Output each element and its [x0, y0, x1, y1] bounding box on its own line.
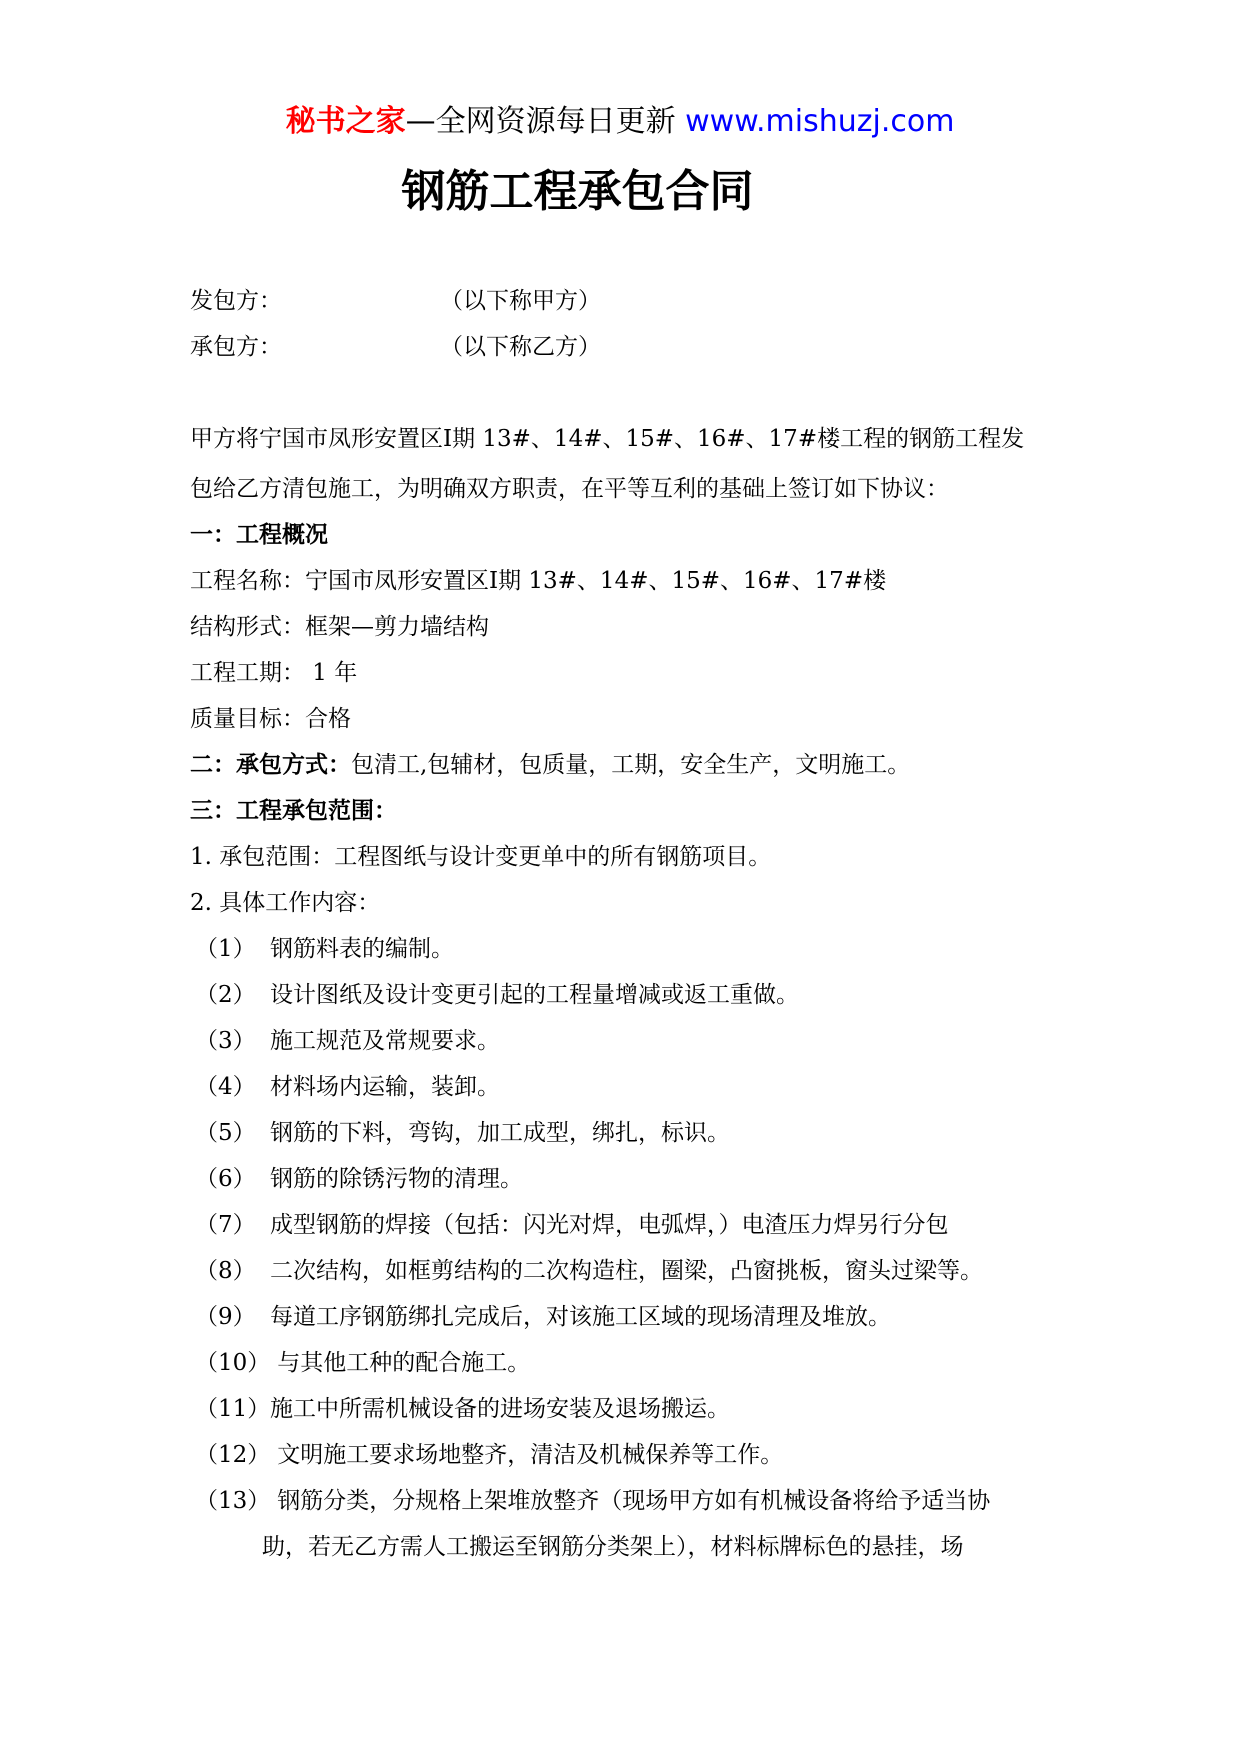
list-item-number: （6） — [195, 1166, 256, 1192]
structure-type: 结构形式：框架—剪力墙结构 — [190, 614, 489, 640]
list-item-number: （5） — [195, 1120, 256, 1146]
list-item-number: （9） — [195, 1304, 256, 1330]
site-header — [0, 102, 1240, 142]
list-item-text: 钢筋的除锈污物的清理。 — [270, 1166, 523, 1192]
list-item-text: 材料场内运输，装卸。 — [270, 1074, 500, 1100]
list-item-text: 钢筋分类，分规格上架堆放整齐（现场甲方如有机械设备将给予适当协 — [270, 1488, 991, 1514]
list-item — [195, 1440, 783, 1470]
section-1-heading: 一：工程概况 — [190, 522, 328, 548]
party-b-note: （以下称乙方） — [440, 334, 601, 360]
section-2-line — [190, 750, 910, 780]
list-item-number: （4） — [195, 1074, 256, 1100]
list-item-number: （8） — [195, 1258, 256, 1284]
section-3-heading: 三：工程承包范围： — [190, 798, 397, 824]
list-item-text: 施工规范及常规要求。 — [270, 1028, 500, 1054]
list-item-number: （11） — [195, 1396, 271, 1422]
list-item-text: 成型钢筋的焊接（包括：闪光对焊，电弧焊，）电渣压力焊另行分包 — [270, 1212, 949, 1238]
list-item-number: （10） — [195, 1350, 271, 1376]
scope-line: 1. 承包范围：工程图纸与设计变更单中的所有钢筋项目。 — [190, 844, 772, 870]
document-title: 钢筋工程承包合同 — [401, 166, 754, 217]
list-item-number: （2） — [195, 982, 256, 1008]
list-item — [195, 1256, 983, 1286]
site-tagline: —全网资源每日更新 — [405, 104, 676, 139]
site-url-link[interactable]: www.mishuzj.com — [685, 104, 955, 139]
list-item — [195, 934, 454, 964]
list-item-text: 钢筋料表的编制。 — [270, 936, 454, 962]
list-item-number: （7） — [195, 1212, 256, 1238]
list-item — [195, 1026, 500, 1056]
intro-line-1: 甲方将宁国市凤形安置区Ⅰ期 13#、14#、15#、16#、17#楼工程的钢筋工程发 — [190, 426, 1025, 452]
party-a-line — [190, 286, 282, 316]
list-item — [195, 1072, 500, 1102]
list-item-text: 二次结构，如框剪结构的二次构造柱，圈梁，凸窗挑板，窗头过梁等。 — [270, 1258, 983, 1284]
list-item — [195, 1348, 530, 1378]
list-item — [195, 1164, 523, 1194]
party-b-label: 承包方： — [190, 334, 282, 360]
list-item — [195, 1302, 891, 1332]
list-item-number: （3） — [195, 1028, 256, 1054]
list-item-text: 施工中所需机械设备的进场安装及退场搬运。 — [270, 1396, 730, 1422]
work-content-title: 2. 具体工作内容： — [190, 890, 381, 916]
list-item-text: 文明施工要求场地整齐，清洁及机械保养等工作。 — [270, 1442, 784, 1468]
list-item-continuation: 助，若无乙方需人工搬运至钢筋分类架上），材料标牌标色的悬挂，场 — [262, 1534, 964, 1560]
list-item-number: （12） — [195, 1442, 271, 1468]
section-2-content: 包清工,包辅材，包质量，工期，安全生产，文明施工。 — [351, 752, 911, 778]
list-item-number: （13） — [195, 1488, 271, 1514]
list-item-text: 每道工序钢筋绑扎完成后，对该施工区域的现场清理及堆放。 — [270, 1304, 891, 1330]
site-brand: 秘书之家 — [285, 104, 406, 139]
list-item — [195, 1210, 949, 1240]
section-2-heading: 二：承包方式： — [190, 752, 351, 778]
list-item — [195, 1486, 990, 1516]
list-item-text: 与其他工种的配合施工。 — [270, 1350, 531, 1376]
party-b-line — [190, 332, 282, 362]
project-duration: 工程工期： 1 年 — [190, 660, 358, 686]
list-item-text: 钢筋的下料，弯钩，加工成型，绑扎，标识。 — [270, 1120, 730, 1146]
project-name: 工程名称：宁国市凤形安置区Ⅰ期 13#、14#、15#、16#、17#楼 — [190, 568, 887, 594]
list-item-number: （1） — [195, 936, 256, 962]
list-item — [195, 1118, 730, 1148]
party-a-note: （以下称甲方） — [440, 288, 601, 314]
intro-line-2: 包给乙方清包施工，为明确双方职责，在平等互利的基础上签订如下协议： — [190, 476, 949, 502]
list-item — [195, 1394, 730, 1424]
list-item — [195, 980, 799, 1010]
list-item-text: 设计图纸及设计变更引起的工程量增减或返工重做。 — [270, 982, 799, 1008]
quality-target: 质量目标：合格 — [190, 706, 351, 732]
party-a-label: 发包方： — [190, 288, 282, 314]
